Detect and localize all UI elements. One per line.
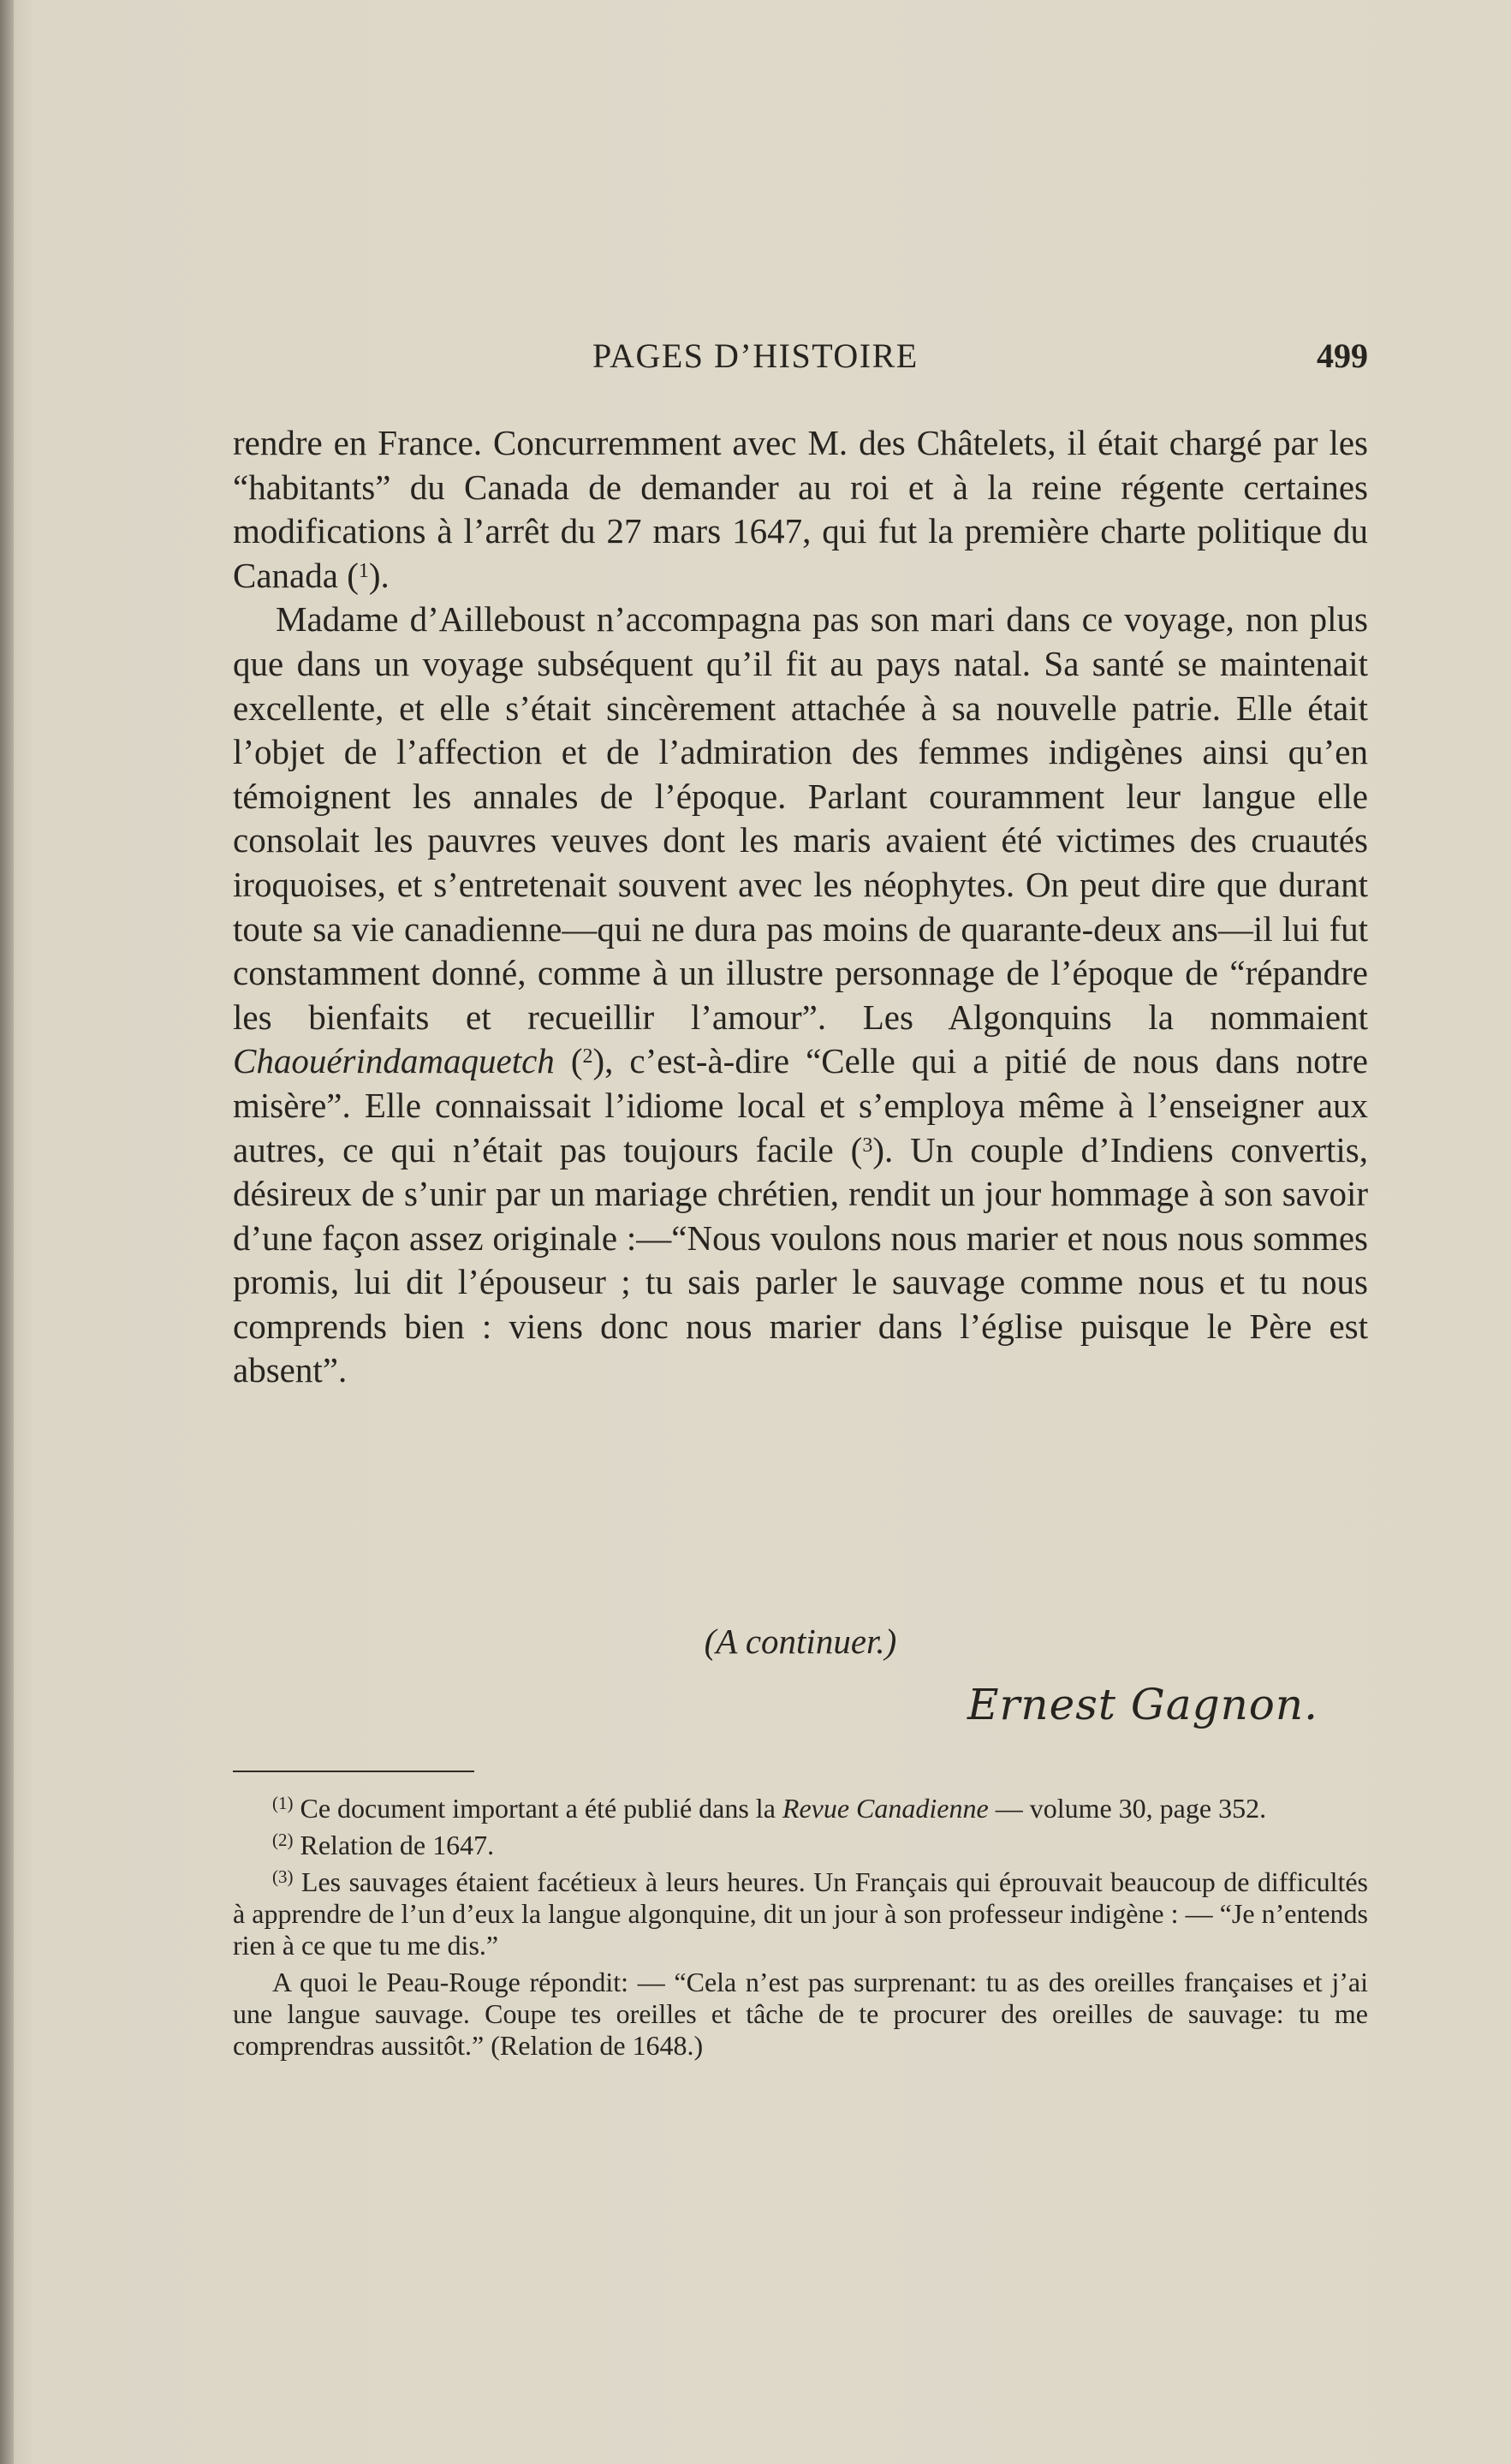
footnote-ref-2: 2 <box>582 1045 593 1068</box>
footnote-2-text: Relation de 1647. <box>293 1830 495 1860</box>
footnote-1-journal: Revue Canadienne <box>782 1793 989 1824</box>
page-spine-shadow <box>0 0 14 2464</box>
footnote-3-continued <box>233 1967 1368 2062</box>
footnote-3-mark: (3) <box>272 1866 294 1887</box>
footnote-2-mark: (2) <box>272 1830 294 1850</box>
footnotes <box>233 1793 1368 2067</box>
paragraph-1-end: ). <box>368 555 390 595</box>
page-number: 499 <box>1317 336 1368 375</box>
footnote-1 <box>233 1793 1368 1824</box>
paragraph-2-text-c: ). Un couple d’Indiens convertis, désireux de s’unir par un mariage chrétien, rendit un jour hommage à son savoir d’une façon assez originale :—“Nous voulons nous marier et nous nous sommes promis, lui dit l’épouseur ; tu sais parler le sauvage comme nous et tu nous comprends bien : viens donc nous marier dans l’église puisque le Père est absent”. <box>233 1129 1369 1390</box>
footnote-1-mark: (1) <box>272 1793 294 1813</box>
page-header <box>233 336 1368 387</box>
running-title: PAGES D’HISTOIRE <box>592 336 919 375</box>
footnote-3 <box>233 1866 1368 1961</box>
body-text <box>233 421 1368 1393</box>
footnote-ref-3: 3 <box>862 1134 873 1157</box>
author-signature: Ernest Gagnon. <box>967 1680 1318 1729</box>
paragraph-2-text: Madame d’Ailleboust n’accompagna pas son mari dans ce voyage, non plus que dans un voyage subséquent qu’il fit au pays natal. Sa santé se maintenait excellente, et elle s’était sincèrement attachée à sa nouvelle patrie. Elle était l’objet de l’affection et de l’admiration des femmes indigènes ainsi qu’en témoignent les annales de l’époque. Parlant couramment leur langue elle consolait les pauvres veuves dont les maris avaient été victimes des cruautés iroquoises, et s’entretenait souvent avec les néophytes. On peut dire que durant toute sa vie canadienne—qui ne dura pas moins de quarante-deux ans—il lui fut constamment donné, comme à un illustre personnage de l’époque de “répandre les bienfaits et recueillir l’amour”. Les Algonquins la nommaient <box>233 599 1368 1037</box>
to-be-continued: (A continuer.) <box>704 1622 897 1661</box>
algonquin-name: Chaouérindamaquetch <box>233 1041 555 1081</box>
paragraph-1 <box>233 421 1368 598</box>
footnote-3-text-2: A quoi le Peau-Rouge répondit: — “Cela n’est pas surprenant: tu as des oreilles françaises et j’ai une langue sauvage. Coupe tes oreilles et tâche de te procurer des oreilles de sauvage: tu me comprendras aussitôt.” (Relation de 1648.) <box>233 1967 1368 2061</box>
paragraph-1-text: rendre en France. Concurremment avec M. des Châtelets, il était chargé par les “habitants” du Canada de demander au roi et à la reine régente certaines modifications à l’arrêt du 27 mars 1647, qui fut la première charte politique du Canada ( <box>233 423 1368 595</box>
footnote-ref-1: 1 <box>358 559 369 582</box>
paragraph-2-open: ( <box>554 1041 583 1081</box>
footnote-1-rest: — volume 30, page 352. <box>988 1793 1267 1824</box>
footnote-3-text: Les sauvages étaient facétieux à leurs heures. Un Français qui éprouvait beaucoup de difficultés à apprendre de l’un d’eux la langue algonquine, dit un jour à son professeur indigène : — “Je n’entends rien à ce que tu me dis.” <box>233 1866 1368 1961</box>
footnote-1-text: Ce document important a été publié dans la <box>293 1793 782 1824</box>
footnote-rule <box>233 1771 474 1772</box>
paragraph-2-text-b: ), c’est-à-dire “Celle qui a pitié de nous dans notre misère”. Elle connaissait l’idiome local et s’employa même à l’enseigner aux autres, ce qui n’était pas toujours facile ( <box>233 1041 1368 1170</box>
paragraph-2 <box>233 598 1368 1393</box>
footnote-2 <box>233 1830 1368 1861</box>
